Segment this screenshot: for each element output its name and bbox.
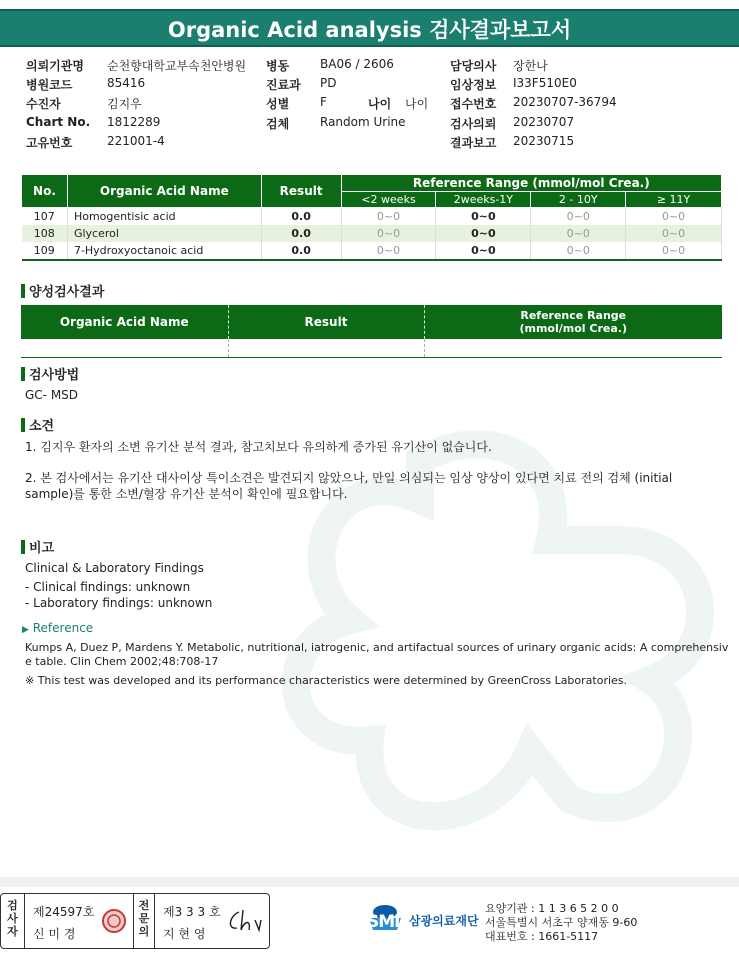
opinion-title: 소견 [21,415,54,434]
triangle-icon: ▶ [22,625,29,635]
info-value: Random Urine [320,115,406,129]
info-label: 진료과 [266,78,301,92]
method-title: 검사방법 [21,364,79,383]
row-range: 0~0 [436,208,531,226]
row-range: 0~0 [531,242,626,260]
row-name: Homogentisic acid [67,208,261,226]
info-value: BA06 / 2606 [320,57,394,71]
info-value: F [320,95,327,109]
reference-line2: e table. Clin Chem 2002;48:708-17 [25,655,219,668]
opinion-line1: 1. 김지우 환자의 소변 유기산 분석 결과, 참고치보다 유의하게 증가된 유기산이 없습니다. [25,440,492,454]
row-name: 7-Hydroxyoctanoic acid [67,242,261,260]
pos-header-name: Organic Acid Name [21,305,228,339]
row-result: 0.0 [261,242,341,260]
tester-label-text: 검사자 [7,899,18,938]
info-label: Chart No. [26,115,91,129]
row-range: 0~0 [436,242,531,260]
opinion-line2a: 2. 본 검사에서는 유기산 대사이상 특이소견은 발견되지 않았으나, 만일 의심되는 임상 양상이 있다면 치료 전의 검체 (initial [25,471,673,485]
address-line: 대표번호 : 1661-5117 [485,930,599,943]
remarks-line: - Laboratory findings: unknown [25,596,213,610]
seal-stamp [101,908,127,934]
row-range: 0~0 [626,208,722,226]
row-no: 107 [22,208,68,226]
info-value: 221001-4 [107,134,165,148]
address-line: 요양기관 : 1 1 3 6 5 2 0 0 [485,902,619,915]
positive-title: 양성검사결과 [21,281,104,300]
tester-id: 제24597호 [33,905,95,919]
age-label: 나이 [368,97,392,111]
info-label: 결과보고 [450,136,497,150]
logo-text: SML [367,912,404,932]
row-range: 0~0 [531,225,626,242]
table-row [22,242,722,260]
header-reference: Reference Range (mmol/mol Crea.) [341,175,721,192]
range-header: 2 - 10Y [531,192,626,208]
reference-title: Reference [32,621,94,635]
reference-note: ※ This test was developed and its performance characteristics were determined by GreenCross Laboratories. [25,674,628,687]
row-range: 0~0 [436,225,531,242]
info-label: 고유번호 [26,136,73,150]
info-value: 순천향대학교부속천안병원 [107,59,247,73]
row-no: 109 [22,242,68,260]
range-header: ≥ 11Y [626,192,722,208]
signature-box [0,893,270,949]
pos-header-reference-line1: Reference Range [520,309,627,322]
specialist-name: 지 현 영 [163,927,206,941]
header-name: Organic Acid Name [67,175,261,208]
info-label: 수진자 [26,97,61,111]
row-range: 0~0 [531,208,626,226]
info-value: 20230715 [513,134,575,148]
info-value: 김지우 [107,97,142,111]
info-value: 20230707 [513,115,575,129]
info-value: 85416 [107,76,146,90]
table-row [22,225,722,242]
row-range: 0~0 [626,225,722,242]
org-name: 삼광의료재단 [409,914,479,928]
age-value: 나이 [405,97,429,111]
row-range: 0~0 [341,242,436,260]
info-label: 검사의뢰 [450,117,497,131]
specialist-label-text: 전문의 [138,899,150,938]
report-title: Organic Acid analysis 검사결과보고서 [0,9,739,47]
row-no: 108 [22,225,68,242]
table-row [22,208,722,226]
row-result: 0.0 [261,225,341,242]
range-header: <2 weeks [341,192,436,208]
range-header: 2weeks-1Y [436,192,531,208]
info-value: 장한나 [513,59,548,73]
info-label: 병동 [266,59,290,73]
specialist-label [133,894,155,948]
results-table [21,174,722,261]
row-range: 0~0 [341,208,436,226]
specialist-id: 제3 3 3 호 [163,905,221,919]
table-row [21,339,722,358]
address-line: 서울특별시 서초구 양재동 9-60 [485,916,638,929]
row-range: 0~0 [341,225,436,242]
info-label: 임상정보 [450,78,497,92]
sml-logo [365,900,505,940]
info-label: 검체 [266,117,290,131]
info-value: PD [320,76,337,90]
tester-label [1,894,25,948]
remarks-title: 비고 [21,537,54,556]
org-address [485,902,637,944]
row-result: 0.0 [261,208,341,226]
info-label: 담당의사 [450,59,497,73]
remarks-line: Clinical & Laboratory Findings [25,561,204,575]
remarks-line: - Clinical findings: unknown [25,580,191,594]
row-name: Glycerol [67,225,261,242]
info-label: 성별 [266,97,290,111]
row-range: 0~0 [626,242,722,260]
pos-header-reference [424,305,722,339]
header-result: Result [261,175,341,208]
signature [225,906,263,936]
opinion-line2b: sample)를 통한 소변/혈장 유기산 분석이 확인에 필요합니다. [25,487,348,501]
info-label: 접수번호 [450,97,497,111]
info-label: 의뢰기관명 [26,59,84,73]
info-label: 병원코드 [26,78,73,92]
reference-line1: Kumps A, Duez P, Mardens Y. Metabolic, nutritional, iatrogenic, and artifactual sources of urinary organic acids: A comprehensiv [25,641,729,654]
positive-table [21,305,722,358]
header-no: No. [22,175,68,208]
info-value: 20230707-36794 [513,95,617,109]
reference-heading [22,621,93,635]
info-value: I33F510E0 [513,76,577,90]
method-value: GC- MSD [25,388,79,402]
tester-name: 신 미 경 [33,927,76,941]
info-value: 1812289 [107,115,161,129]
pos-header-result: Result [228,305,424,339]
pos-header-reference-line2: (mmol/mol Crea.) [519,322,627,335]
